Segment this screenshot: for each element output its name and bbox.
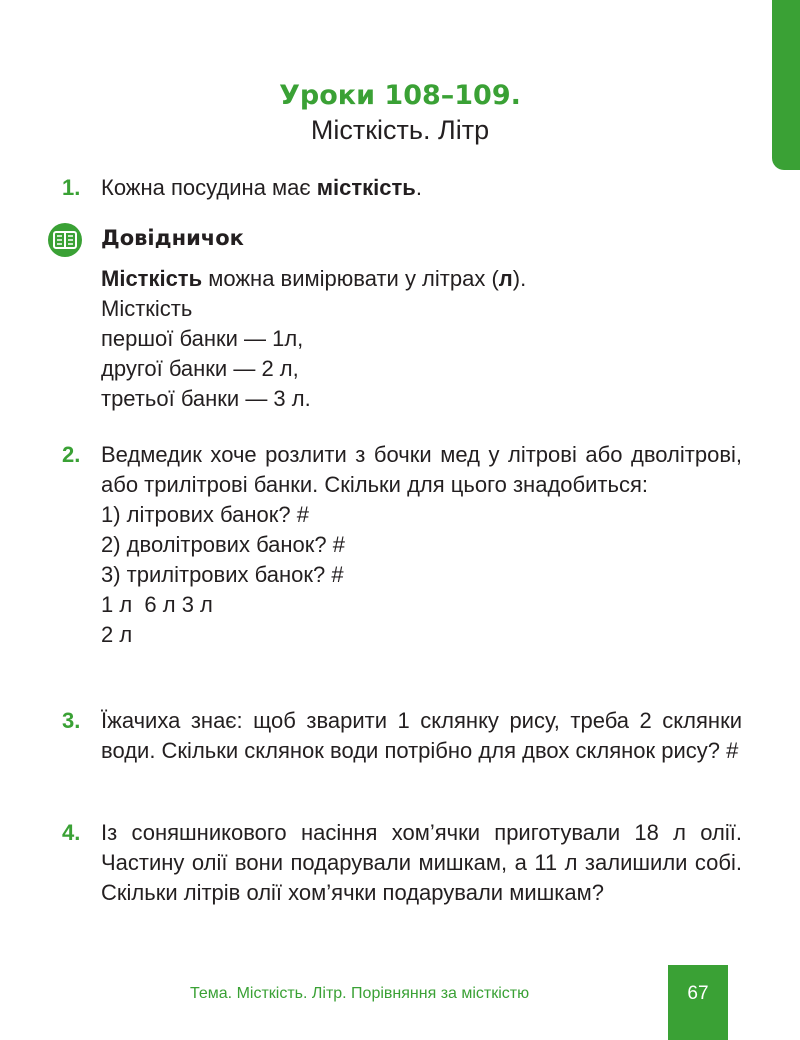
lesson-title: Уроки 108–109. [279, 80, 521, 111]
task-3 [62, 706, 742, 766]
reference-line: першої банки — 1л, [101, 326, 304, 351]
task-term: місткість [316, 175, 416, 200]
book-icon [48, 223, 82, 257]
task-number: 4. [62, 820, 81, 845]
task-number: 1. [62, 175, 81, 200]
task-text: Їжачиха знає: щоб зварити 1 склянку рису, треба 2 склянки води. Скільки склянок води потрібно для двох склянок рису? # [101, 708, 742, 763]
task-text [101, 440, 742, 650]
lesson-subtitle: Місткість. Літр [310, 115, 490, 145]
task-item: 2) дволітрових банок? # [101, 532, 345, 557]
task-text-prefix: Кожна посудина має [101, 175, 317, 200]
task-intro: Ведмедик хоче розлити з бочки мед у літрові або дволітрові, або трилітрові банки. Скільки для цього знадобиться: [101, 442, 742, 497]
page-number-text: 67 [687, 983, 709, 1004]
jar-labels: 1 л 6 л 3 л [101, 592, 213, 617]
task-text: Із соняшникового насіння хом’ячки приготували 18 л олії. Частину олії вони подарували мишкам, а 11 л залишили собі. Скільки літрів олії хом’ячки подарували мишкам? [101, 820, 742, 905]
reference-text: можна вимірювати у літрах ( [202, 266, 499, 291]
footer-topic: Тема. Місткість. Літр. Порівняння за місткістю [190, 985, 530, 1002]
task-4 [62, 818, 742, 908]
reference-line: другої банки — 2 л, [101, 356, 299, 381]
reference-definition [101, 264, 741, 294]
page-number [668, 965, 728, 1040]
reference-heading: Довідничок [101, 226, 244, 250]
task-text [101, 173, 742, 203]
task-item: 3) трилітрових банок? # [101, 562, 344, 587]
jar-label: 2 л [101, 622, 133, 647]
task-2 [62, 440, 742, 650]
reference-line: третьої банки — 3 л. [101, 386, 311, 411]
task-1 [62, 173, 742, 203]
reference-unit: л [498, 266, 513, 291]
task-text-suffix: . [415, 175, 422, 200]
task-item: 1) літрових банок? # [101, 502, 309, 527]
reference-body [101, 264, 741, 414]
task-number: 3. [62, 708, 81, 733]
task-number: 2. [62, 442, 81, 467]
reference-text-close: ). [512, 266, 527, 291]
reference-term: Місткість [101, 266, 203, 291]
reference-line: Місткість [101, 296, 193, 321]
